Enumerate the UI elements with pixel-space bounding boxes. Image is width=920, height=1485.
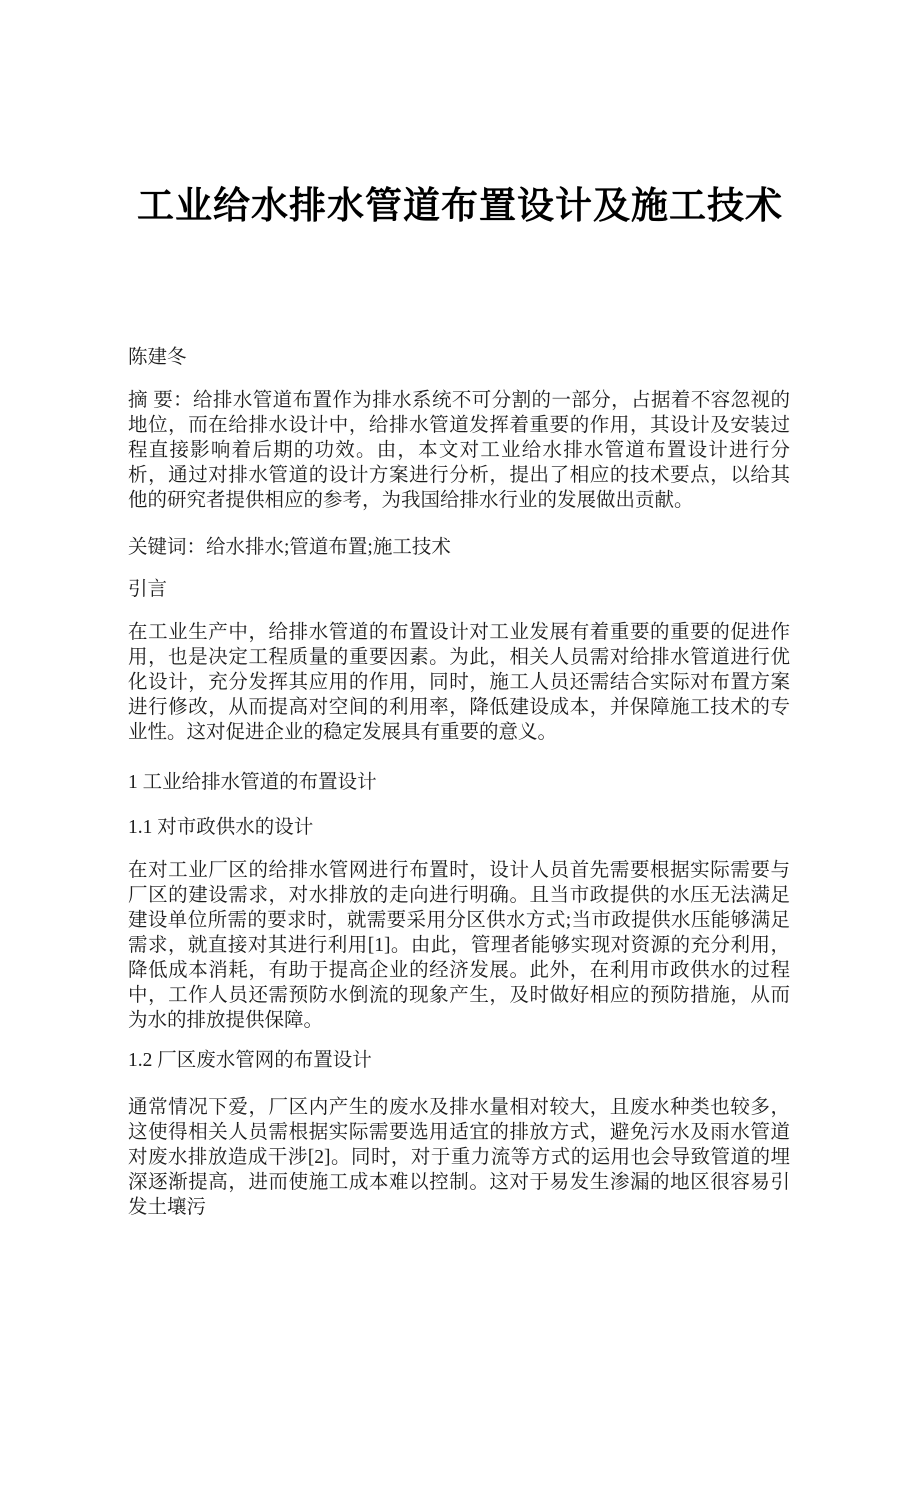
section-heading-1: 1 工业给排水管道的布置设计 — [128, 772, 377, 793]
section-heading-1-2: 1.2 厂区废水管网的布置设计 — [128, 1050, 372, 1071]
author-name: 陈建冬 — [128, 347, 187, 368]
section-1-2-paragraph: 通常情况下爱，厂区内产生的废水及排水量相对较大，且废水种类也较多，这使得相关人员需根据实际需要选用适宜的排放方式，避免污水及雨水管道对废水排放造成干涉[2]。同时，对于重力流等方式的运用也会导致管道的埋深逐渐提高，进而使施工成本难以控制。这对于易发生渗漏的地区很容易引发土壤污 — [128, 1097, 790, 1218]
abstract-paragraph: 摘 要：给排水管道布置作为排水系统不可分割的一部分，占据着不容忽视的地位，而在给排水设计中，给排水管道发挥着重要的作用，其设计及安装过程直接影响着后期的功效。由，本文对工业给水排水管道布置设计进行分析，通过对排水管道的设计方案进行分析，提出了相应的技术要点，以给其他的研究者提供相应的参考，为我国给排水行业的发展做出贡献。 — [128, 390, 790, 511]
introduction-paragraph: 在工业生产中，给排水管道的布置设计对工业发展有着重要的重要的促进作用，也是决定工程质量的重要因素。为此，相关人员需对给排水管道进行优化设计，充分发挥其应用的作用，同时，施工人员还需结合实际对布置方案进行修改，从而提高对空间的利用率，降低建设成本，并保障施工技术的专业性。这对促进企业的稳定发展具有重要的意义。 — [128, 622, 790, 743]
paper-title: 工业给水排水管道布置设计及施工技术 — [137, 186, 783, 227]
section-heading-1-1: 1.1 对市政供水的设计 — [128, 817, 314, 838]
section-heading-introduction: 引言 — [128, 579, 168, 600]
section-1-1-paragraph: 在对工业厂区的给排水管网进行布置时，设计人员首先需要根据实际需要与厂区的建设需求，对水排放的走向进行明确。且当市政提供的水压无法满足建设单位所需的要求时，就需要采用分区供水方式;当市政提供水压能够满足需求，就直接对其进行利用[1]。由此，管理者能够实现对资源的充分利用，降低成本消耗，有助于提高企业的经济发展。此外，在利用市政供水的过程中，工作人员还需预防水倒流的现象产生，及时做好相应的预防措施，从而为水的排放提供保障。 — [128, 860, 790, 1031]
keywords-line: 关键词：给水排水;管道布置;施工技术 — [128, 537, 451, 558]
document-page — [0, 183, 920, 1485]
document-body — [128, 345, 790, 1220]
